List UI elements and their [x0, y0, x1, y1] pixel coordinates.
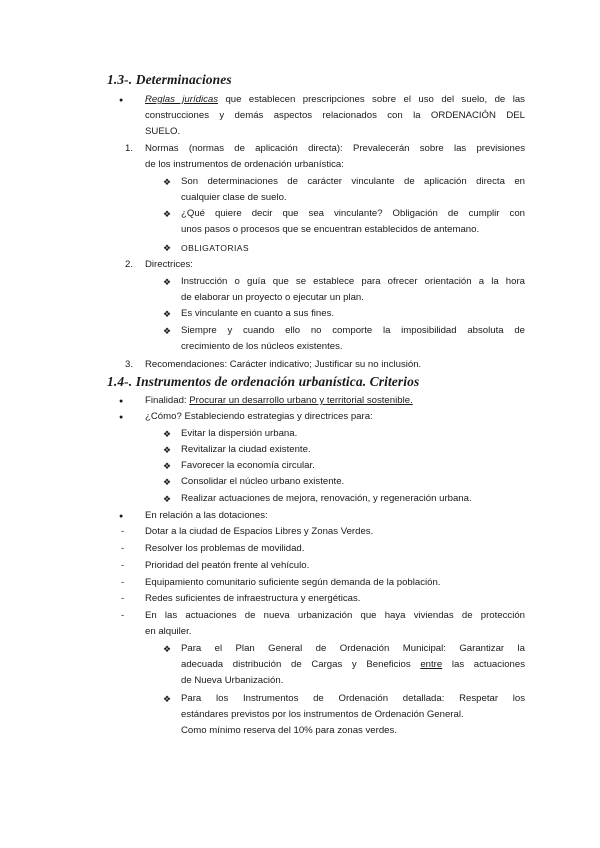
directrices-sub3-line-2: crecimiento de los núcleos existentes. [181, 341, 343, 352]
directrices-sub3-line-1: Siempre y cuando ello no comporte la imposibilidad absoluta de [181, 325, 525, 336]
como-item: Favorecer la economía circular. [181, 460, 315, 471]
diamond-icon: ❖ [163, 277, 172, 287]
bullet-icon: ● [119, 97, 124, 104]
dotaciones-item: Dotar a la ciudad de Espacios Libres y Zonas Verdes. [145, 526, 374, 537]
normas-sub1-line-1: Son determinaciones de carácter vinculante de aplicación directa en [181, 176, 525, 187]
list-number-1: 1. [125, 143, 134, 154]
dotaciones-item: Resolver los problemas de movilidad. [145, 543, 305, 554]
directrices-sub2: Es vinculante en cuanto a sus fines. [181, 308, 335, 319]
directrices-label: Directrices: [145, 259, 193, 270]
list-number-2: 2. [125, 259, 134, 270]
dotaciones-last-line-1: En las actuaciones de nueva urbanización que haya viviendas de protección [145, 610, 525, 621]
diamond-icon: ❖ [163, 429, 172, 439]
diamond-icon: ❖ [163, 309, 172, 319]
plan-general-line-2: adecuada distribución de Cargas y Beneficios entre las actuaciones [181, 659, 525, 670]
intro-line-2: construcciones y demás aspectos relacionados con la ORDENACIÓN DEL [145, 110, 525, 121]
dash-icon: - [121, 543, 125, 554]
normas-sub3: OBLIGATORIAS [181, 243, 249, 253]
section-title-determinaciones: 1.3-. Determinaciones [107, 72, 232, 87]
directrices-sub1-line-2: de elaborar un proyecto o ejecutar un plan. [181, 292, 364, 303]
intro-line-1: Reglas jurídicas que establecen prescripciones sobre el uso del suelo, de las [145, 94, 525, 105]
diamond-icon: ❖ [163, 694, 172, 704]
diamond-icon: ❖ [163, 209, 172, 219]
normas-sub1-line-2: cualquier clase de suelo. [181, 192, 287, 203]
plan-general-line-1: Para el Plan General de Ordenación Municipal: Garantizar la [181, 643, 525, 654]
dotaciones-label: En relación a las dotaciones: [145, 510, 268, 521]
directrices-sub1-line-1: Instrucción o guía que se establece para ofrecer orientación a la hora [181, 276, 525, 287]
como-item: Consolidar el núcleo urbano existente. [181, 476, 345, 487]
como-item: Realizar actuaciones de mejora, renovación, y regeneración urbana. [181, 493, 472, 504]
diamond-icon: ❖ [163, 177, 172, 187]
diamond-icon: ❖ [163, 243, 172, 253]
normas-line-2: de los instrumentos de ordenación urbanística: [145, 159, 344, 170]
ordenacion-detallada-line-1: Para los Instrumentos de Ordenación detallada: Respetar los [181, 693, 525, 704]
ordenacion-detallada-line-3: Como mínimo reserva del 10% para zonas verdes. [181, 725, 397, 736]
diamond-icon: ❖ [163, 445, 172, 455]
dotaciones-item: Equipamiento comunitario suficiente según demanda de la población. [145, 577, 441, 588]
bullet-icon: ● [119, 414, 124, 421]
dash-icon: - [121, 610, 125, 621]
como-label: ¿Cómo? Estableciendo estrategias y directrices para: [145, 411, 373, 422]
como-item: Revitalizar la ciudad existente. [181, 444, 311, 455]
dotaciones-item: Redes suficientes de infraestructura y energéticas. [145, 593, 361, 604]
bullet-icon: ● [119, 513, 124, 520]
como-item: Evitar la dispersión urbana. [181, 428, 298, 439]
intro-line-3: SUELO. [145, 126, 181, 137]
finalidad: Finalidad: Procurar un desarrollo urbano y territorial sostenible. [145, 395, 413, 406]
dash-icon: - [121, 593, 125, 604]
bullet-icon: ● [119, 398, 124, 405]
normas-sub2-line-1: ¿Qué quiere decir que sea vinculante? Obligación de cumplir con [181, 208, 525, 219]
section-title-instrumentos: 1.4-. Instrumentos de ordenación urbanística. Criterios [107, 374, 420, 389]
plan-general-line-3: de Nueva Urbanización. [181, 675, 284, 686]
diamond-icon: ❖ [163, 326, 172, 336]
dash-icon: - [121, 577, 125, 588]
recomendaciones: Recomendaciones: Carácter indicativo; Justificar su no inclusión. [145, 359, 422, 370]
dash-icon: - [121, 560, 125, 571]
diamond-icon: ❖ [163, 494, 172, 504]
dash-icon: - [121, 526, 125, 537]
dotaciones-last-line-2: en alquiler. [145, 626, 192, 637]
diamond-icon: ❖ [163, 477, 172, 487]
list-number-3: 3. [125, 359, 134, 370]
ordenacion-detallada-line-2: estándares previstos por los instrumentos de Ordenación General. [181, 709, 464, 720]
diamond-icon: ❖ [163, 644, 172, 654]
normas-sub2-line-2: unos pasos o procesos que se encuentran establecidos de antemano. [181, 224, 480, 235]
normas-line-1: Normas (normas de aplicación directa): Prevalecerán sobre las previsiones [145, 143, 525, 154]
dotaciones-item: Prioridad del peatón frente al vehículo. [145, 560, 310, 571]
diamond-icon: ❖ [163, 461, 172, 471]
